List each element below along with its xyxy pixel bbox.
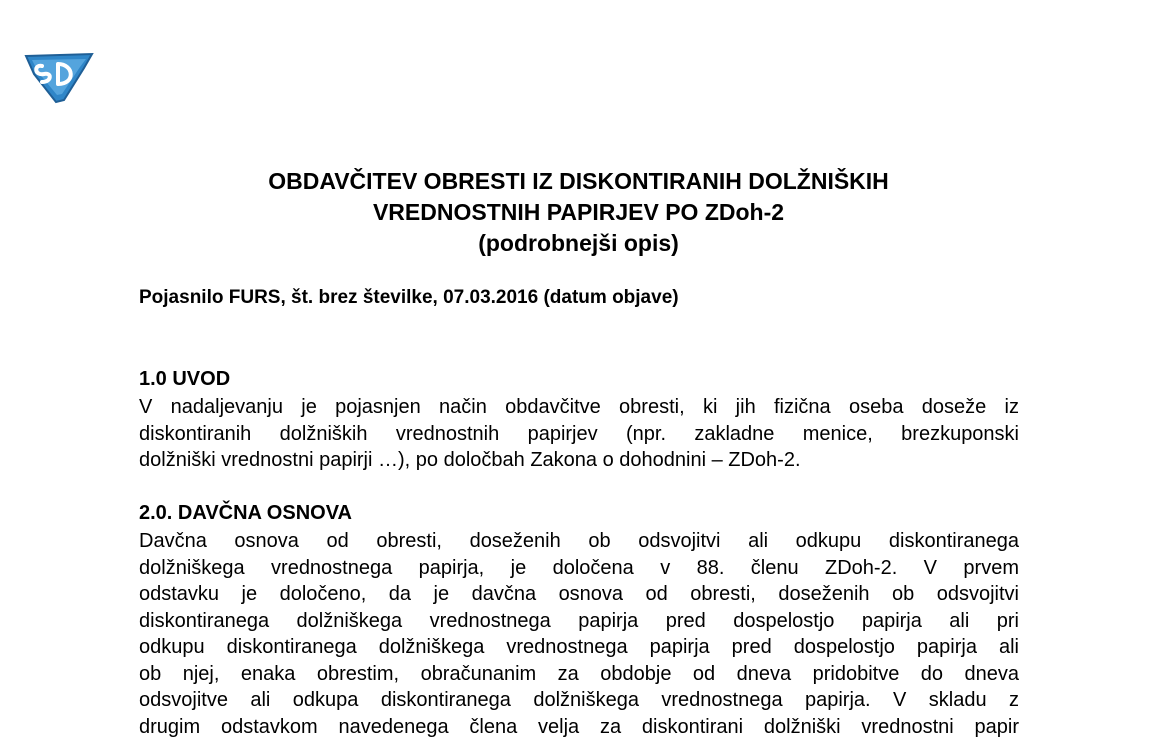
section-paragraph-uvod bbox=[139, 394, 1019, 474]
section-paragraph-davcna-osnova bbox=[139, 528, 1019, 740]
paragraph-line: odsvojitve ali odkupa diskontiranega dolžniškega vrednostnega papirja. V skladu z bbox=[139, 689, 1019, 711]
paragraph-line: diskontiranih dolžniških vrednostnih papirjev (npr. zakladne menice, brezkuponski bbox=[139, 422, 1019, 445]
title-line-1: OBDAVČITEV OBRESTI IZ DISKONTIRANIH DOLŽNIŠKIH bbox=[268, 168, 889, 194]
paragraph-line: odstavku je določeno, da je davčna osnova od obresti, doseženih ob odsvojitvi bbox=[139, 583, 1019, 605]
section-heading-uvod: 1.0 UVOD bbox=[139, 368, 231, 390]
paragraph-line: drugim odstavkom navedenega člena velja za diskontirani dolžniški vrednostni papir bbox=[139, 715, 1019, 738]
paragraph-line: Davčna osnova od obresti, doseženih ob odsvojitvi ali odkupu diskontiranega bbox=[139, 530, 1019, 552]
paragraph-line: diskontiranega dolžniškega vrednostnega papirja pred dospelostjo papirja ali pri bbox=[139, 609, 1019, 632]
paragraph-line: dolžniški vrednostni papirji …), po določbah Zakona o dohodnini – ZDoh-2. bbox=[139, 449, 801, 471]
paragraph-line: V nadaljevanju je pojasnjen način obdavčitve obresti, ki jih fizična oseba doseže iz bbox=[139, 396, 1019, 418]
paragraph-line: odkupu diskontiranega dolžniškega vrednostnega papirja pred dospelostjo papirja ali bbox=[139, 636, 1019, 658]
organization-logo-icon bbox=[22, 48, 96, 104]
title-line-2: VREDNOSTNIH PAPIRJEV PO ZDoh-2 bbox=[372, 199, 785, 225]
section-heading-davcna-osnova: 2.0. DAVČNA OSNOVA bbox=[139, 502, 352, 524]
paragraph-line: dolžniškega vrednostnega papirja, je določena v 88. členu ZDoh-2. V prvem bbox=[139, 556, 1019, 579]
document-subtitle: Pojasnilo FURS, št. brez številke, 07.03.2016 (datum objave) bbox=[139, 287, 679, 308]
document-title bbox=[0, 166, 1157, 259]
title-line-3: (podrobnejši opis) bbox=[478, 230, 679, 256]
paragraph-line: ob njej, enaka obrestim, obračunanim za obdobje od dneva pridobitve do dneva bbox=[139, 662, 1019, 685]
